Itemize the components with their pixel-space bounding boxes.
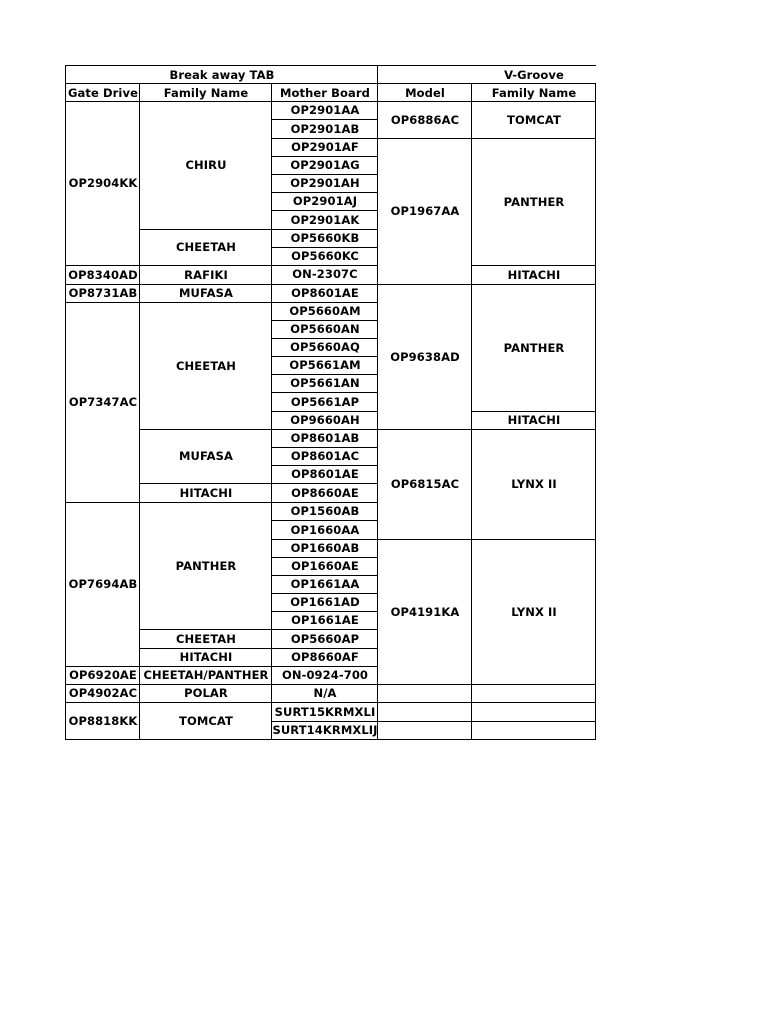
vg-family-name-cell: LYNX II <box>511 477 557 491</box>
vg-family-name-cell: PANTHER <box>503 194 565 209</box>
grid-line <box>377 684 472 685</box>
family-name-cell: MUFASA <box>178 286 233 300</box>
mother-board-cell: OP8601AE <box>291 467 359 481</box>
family-name-cell: CHIRU <box>185 158 227 172</box>
vg-family-name-cell: LYNX II <box>511 604 557 619</box>
model-cell: OP4191KA <box>390 604 460 619</box>
v-groove-header: V-Groove <box>504 67 564 82</box>
family-name-cell: CHEETAH <box>176 358 236 373</box>
mother-board-cell: OP2901AF <box>291 140 359 154</box>
family-name-cell: TOMCAT <box>179 713 233 728</box>
gate-drive-column-header: Gate Drive <box>68 85 138 100</box>
gate-drive-cell: OP7694AB <box>68 577 138 591</box>
mother-board-cell: OP5660AQ <box>290 340 360 354</box>
mother-board-cell: OP5661AM <box>289 358 361 372</box>
vg-family-name-cell: HITACHI <box>507 267 561 282</box>
model-cell: OP1967AA <box>390 204 460 218</box>
mother-board-cell: SURT14KRMXLIJ <box>272 723 378 737</box>
grid-line <box>471 684 596 685</box>
family-name-cell: PANTHER <box>175 558 237 573</box>
vg-family-name-column-header: Family Name <box>491 85 577 100</box>
grid-line <box>471 702 596 703</box>
grid-line <box>377 702 472 703</box>
gate-drive-cell: OP8731AB <box>68 286 138 300</box>
gate-drive-cell: OP8340AD <box>68 267 138 282</box>
gate-drive-cell: OP2904KK <box>68 176 138 190</box>
mother-board-cell: OP2901AA <box>290 103 360 117</box>
mother-board-cell: OP9660AH <box>290 413 360 427</box>
family-name-cell: POLAR <box>184 686 228 700</box>
gate-drive-cell: OP6920AE <box>69 668 137 682</box>
mother-board-cell: OP2901AG <box>290 158 360 172</box>
mother-board-cell: OP8601AC <box>290 449 360 463</box>
model-cell: OP6815AC <box>390 477 460 491</box>
mother-board-cell: ON-2307C <box>292 267 358 281</box>
gate-drive-cell: OP8818KK <box>68 713 138 728</box>
mother-board-cell: OP1661AE <box>291 613 359 627</box>
mother-board-cell: OP1660AA <box>290 522 360 537</box>
mother-board-cell: OP2901AK <box>290 212 360 227</box>
family-name-cell: CHEETAH <box>176 631 236 646</box>
vg-family-name-cell: HITACHI <box>507 413 561 427</box>
model-cell: OP6886AC <box>390 112 460 127</box>
mother-board-cell: OP5660AN <box>290 322 360 336</box>
model-column-header: Model <box>405 85 445 100</box>
grid-line <box>271 739 378 740</box>
mother-board-cell: ON-0924-700 <box>281 668 369 682</box>
mother-board-cell: OP8660AF <box>291 650 359 664</box>
mother-board-cell: N/A <box>313 686 337 700</box>
grid-line <box>471 721 596 722</box>
mother-board-cell: OP5661AN <box>290 376 360 390</box>
mother-board-cell: OP5660KC <box>291 249 359 263</box>
mother-board-cell: SURT15KRMXLI <box>274 704 376 719</box>
family-name-cell: HITACHI <box>179 485 233 500</box>
mother-board-cell: OP2901AJ <box>292 194 358 208</box>
family-name-cell: CHEETAH <box>176 240 236 254</box>
vg-family-name-cell: PANTHER <box>503 340 565 355</box>
family-name-cell: HITACHI <box>179 650 233 664</box>
family-name-cell: CHEETAH/PANTHER <box>143 668 269 682</box>
mother-board-column-header: Mother Board <box>279 85 371 100</box>
vg-family-name-cell: TOMCAT <box>507 112 561 127</box>
family-name-column-header: Family Name <box>163 85 249 100</box>
mother-board-cell: OP2901AB <box>290 121 360 136</box>
mother-board-cell: OP1560AB <box>290 504 360 518</box>
mother-board-cell: OP5660AP <box>290 631 360 646</box>
family-name-cell: RAFIKI <box>184 267 228 282</box>
breakaway-tab-header: Break away TAB <box>169 67 275 82</box>
mother-board-cell: OP5660KB <box>290 231 360 245</box>
mother-board-cell: OP1660AB <box>290 541 360 555</box>
gate-drive-cell: OP4902AC <box>68 686 138 700</box>
mother-board-cell: OP2901AH <box>290 176 360 190</box>
mother-board-cell: OP8601AE <box>291 286 359 300</box>
gate-drive-cell: OP7347AC <box>68 395 138 409</box>
mother-board-cell: OP5660AM <box>289 304 361 318</box>
model-cell: OP9638AD <box>390 349 460 364</box>
family-name-cell: MUFASA <box>178 449 233 463</box>
grid-line <box>377 721 472 722</box>
mother-board-cell: OP5661AP <box>290 394 360 409</box>
mother-board-cell: OP8601AB <box>290 431 360 445</box>
mother-board-cell: OP1661AD <box>290 595 360 609</box>
mother-board-cell: OP1661AA <box>290 577 360 591</box>
mother-board-cell: OP8660AE <box>291 485 359 500</box>
mother-board-cell: OP1660AE <box>291 559 359 573</box>
